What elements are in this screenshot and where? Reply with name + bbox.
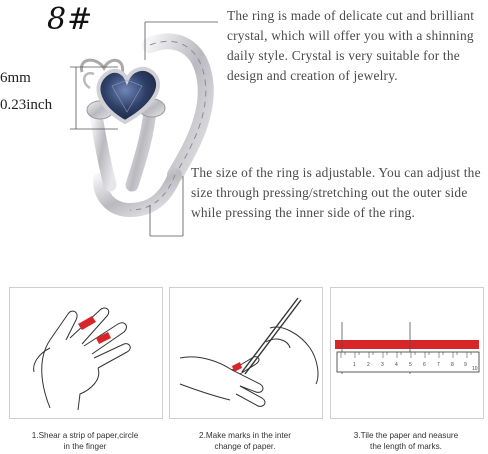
ruler-tick-label: 5	[409, 362, 412, 368]
dimension-inch: 0.23inch	[0, 97, 53, 113]
ruler-tick-label: 7	[437, 362, 440, 368]
caption-line: the length of marks.	[370, 442, 442, 451]
ruler-tick-label: 8	[451, 362, 454, 368]
caption-line: in the finger	[63, 442, 107, 451]
dimension-mm: 6mm	[0, 70, 31, 86]
ruler-tick-label: 9	[464, 362, 467, 368]
caption-line: 3.Tile the paper and neasure	[353, 431, 459, 440]
material-description: The ring is made of delicate cut and brilliant crystal, which will offer you with a shinning daily style. Crystal is very suitable for the design and creation of jewelry.	[227, 8, 475, 83]
ruler-tick-label: 3	[381, 362, 384, 368]
step-1-panel	[9, 287, 163, 419]
step-1-caption	[5, 430, 165, 452]
ruler-tick-label: 1	[353, 362, 356, 368]
ruler-tick-label: 4	[395, 362, 398, 368]
caption-line: 1.Shear a strip of paper,circle	[31, 431, 139, 440]
step-3-caption	[326, 430, 486, 452]
caption-line: change of paper.	[214, 442, 276, 451]
ruler-tick-label: 2	[367, 362, 370, 368]
step-2-panel	[169, 287, 323, 419]
caption-line: 2.Make marks in the inter	[199, 431, 291, 440]
step-2-caption	[165, 430, 325, 452]
mark-paper-illustration	[170, 288, 322, 418]
model-number: 8#	[47, 2, 94, 37]
ruler-tick-label: 10	[472, 366, 478, 372]
step-3-panel	[330, 287, 484, 419]
ruler-measure-illustration	[331, 288, 483, 418]
adjustable-description: The size of the ring is adjustable. You can adjust the size through pressing/stretching out the outer side while pressing the inner side of the ring.	[191, 165, 481, 220]
ruler-tick-label: 6	[423, 362, 426, 368]
hand-circle-illustration	[10, 288, 162, 418]
